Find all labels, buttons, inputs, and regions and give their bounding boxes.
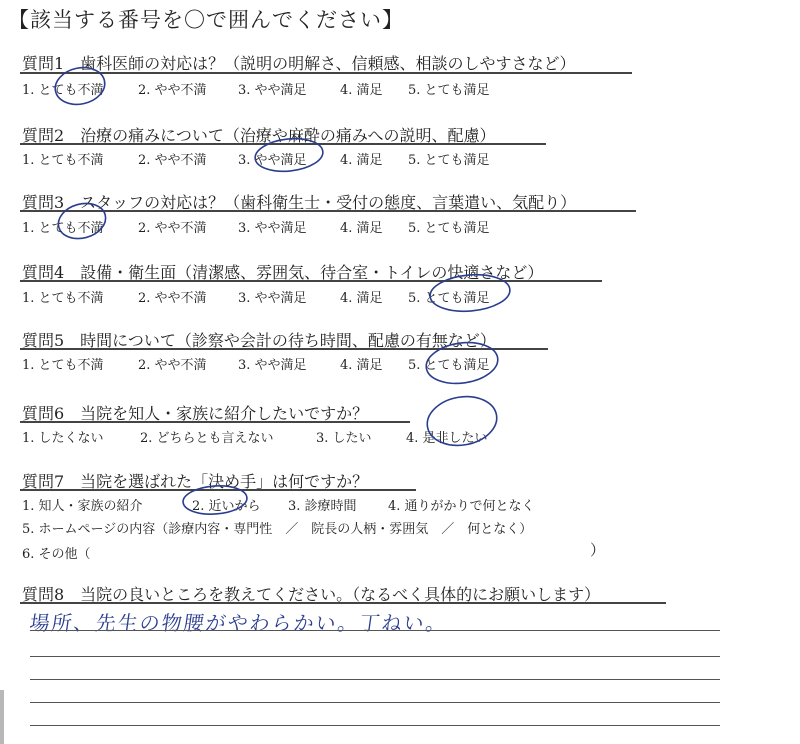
underline bbox=[20, 489, 416, 491]
option-5[interactable]: 5. とても満足 bbox=[408, 153, 490, 168]
option-4[interactable]: 4. 満足 bbox=[340, 358, 383, 373]
answer-line bbox=[30, 679, 720, 680]
question-title: 質問6 当院を知人・家族に紹介したいですか？ bbox=[22, 404, 369, 423]
option-3[interactable]: 3. 診療時間 bbox=[288, 499, 357, 514]
option-5[interactable]: 5. とても満足 bbox=[408, 358, 490, 373]
option-1[interactable]: 1. とても不満 bbox=[22, 358, 104, 373]
option-3[interactable]: 3. やや満足 bbox=[238, 358, 307, 373]
option-1[interactable]: 1. とても不満 bbox=[22, 291, 104, 306]
option-2[interactable]: 2. やや不満 bbox=[138, 221, 207, 236]
option-2[interactable]: 2. やや不満 bbox=[138, 291, 207, 306]
underline bbox=[20, 210, 636, 212]
question-title: 質問8 当院の良いところを教えてください。（なるべく具体的にお願いします） bbox=[22, 585, 601, 604]
answer-line bbox=[30, 725, 720, 726]
option-3[interactable]: 3. やや満足 bbox=[238, 83, 307, 98]
question-title: 質問7 当院を選ばれた「決め手」は何ですか？ bbox=[22, 472, 369, 491]
option-5[interactable]: 5. とても満足 bbox=[408, 291, 490, 306]
question-title: 質問1 歯科医師の対応は？（説明の明解さ、信頼感、相談のしやすさなど） bbox=[22, 54, 576, 73]
question-title: 質問2 治療の痛みについて（治療や麻酔の痛みへの説明、配慮） bbox=[22, 126, 496, 145]
option-4[interactable]: 4. 満足 bbox=[340, 291, 383, 306]
option-3[interactable]: 3. やや満足 bbox=[238, 153, 307, 168]
option-3[interactable]: 3. したい bbox=[316, 431, 372, 446]
page-title: 【該当する番号を〇で囲んでください】 bbox=[8, 8, 404, 32]
option-2[interactable]: 2. どちらとも言えない bbox=[140, 431, 274, 446]
closing-paren: ） bbox=[590, 541, 606, 559]
option-1[interactable]: 1. したくない bbox=[22, 431, 104, 446]
option-5[interactable]: 5. とても満足 bbox=[408, 83, 490, 98]
option-4[interactable]: 4. 満足 bbox=[340, 153, 383, 168]
option-6[interactable]: 6. その他（ bbox=[22, 547, 91, 562]
option-2[interactable]: 2. やや不満 bbox=[138, 358, 207, 373]
underline bbox=[20, 602, 666, 604]
option-1[interactable]: 1. とても不満 bbox=[22, 83, 104, 98]
option-4[interactable]: 4. 通りがかりで何となく bbox=[388, 499, 535, 514]
scan-edge-mark bbox=[0, 690, 4, 744]
option-1[interactable]: 1. 知人・家族の紹介 bbox=[22, 499, 143, 514]
question-title: 質問5 時間について（診察や会計の待ち時間、配慮の有無など） bbox=[22, 331, 496, 350]
underline bbox=[20, 348, 548, 350]
option-5[interactable]: 5. ホームページの内容（診療内容・専門性 ／ 院長の人柄・雰囲気 ／ 何となく） bbox=[22, 522, 533, 537]
option-2[interactable]: 2. 近いから bbox=[192, 499, 261, 514]
question-title: 質問4 設備・衛生面（清潔感、雰囲気、待合室・トイレの快適さなど） bbox=[22, 263, 544, 282]
option-3[interactable]: 3. やや満足 bbox=[238, 221, 307, 236]
answer-line bbox=[30, 630, 720, 631]
option-4[interactable]: 4. 満足 bbox=[340, 83, 383, 98]
option-4[interactable]: 4. 満足 bbox=[340, 221, 383, 236]
underline bbox=[20, 143, 546, 145]
underline bbox=[20, 280, 602, 282]
option-3[interactable]: 3. やや満足 bbox=[238, 291, 307, 306]
answer-line bbox=[30, 656, 720, 657]
underline bbox=[20, 72, 632, 74]
option-1[interactable]: 1. とても不満 bbox=[22, 153, 104, 168]
option-4[interactable]: 4. 是非したい bbox=[406, 431, 488, 446]
option-1[interactable]: 1. とても不満 bbox=[22, 221, 104, 236]
question-title: 質問3 スタッフの対応は？（歯科衛生士・受付の態度、言葉遣い、気配り） bbox=[22, 193, 577, 212]
option-5[interactable]: 5. とても満足 bbox=[408, 221, 490, 236]
handwritten-answer[interactable]: 場所、先生の物腰がやわらかい。丁ねい。 bbox=[28, 611, 450, 635]
option-2[interactable]: 2. やや不満 bbox=[138, 83, 207, 98]
answer-line bbox=[30, 702, 720, 703]
underline bbox=[20, 421, 410, 423]
option-2[interactable]: 2. やや不満 bbox=[138, 153, 207, 168]
